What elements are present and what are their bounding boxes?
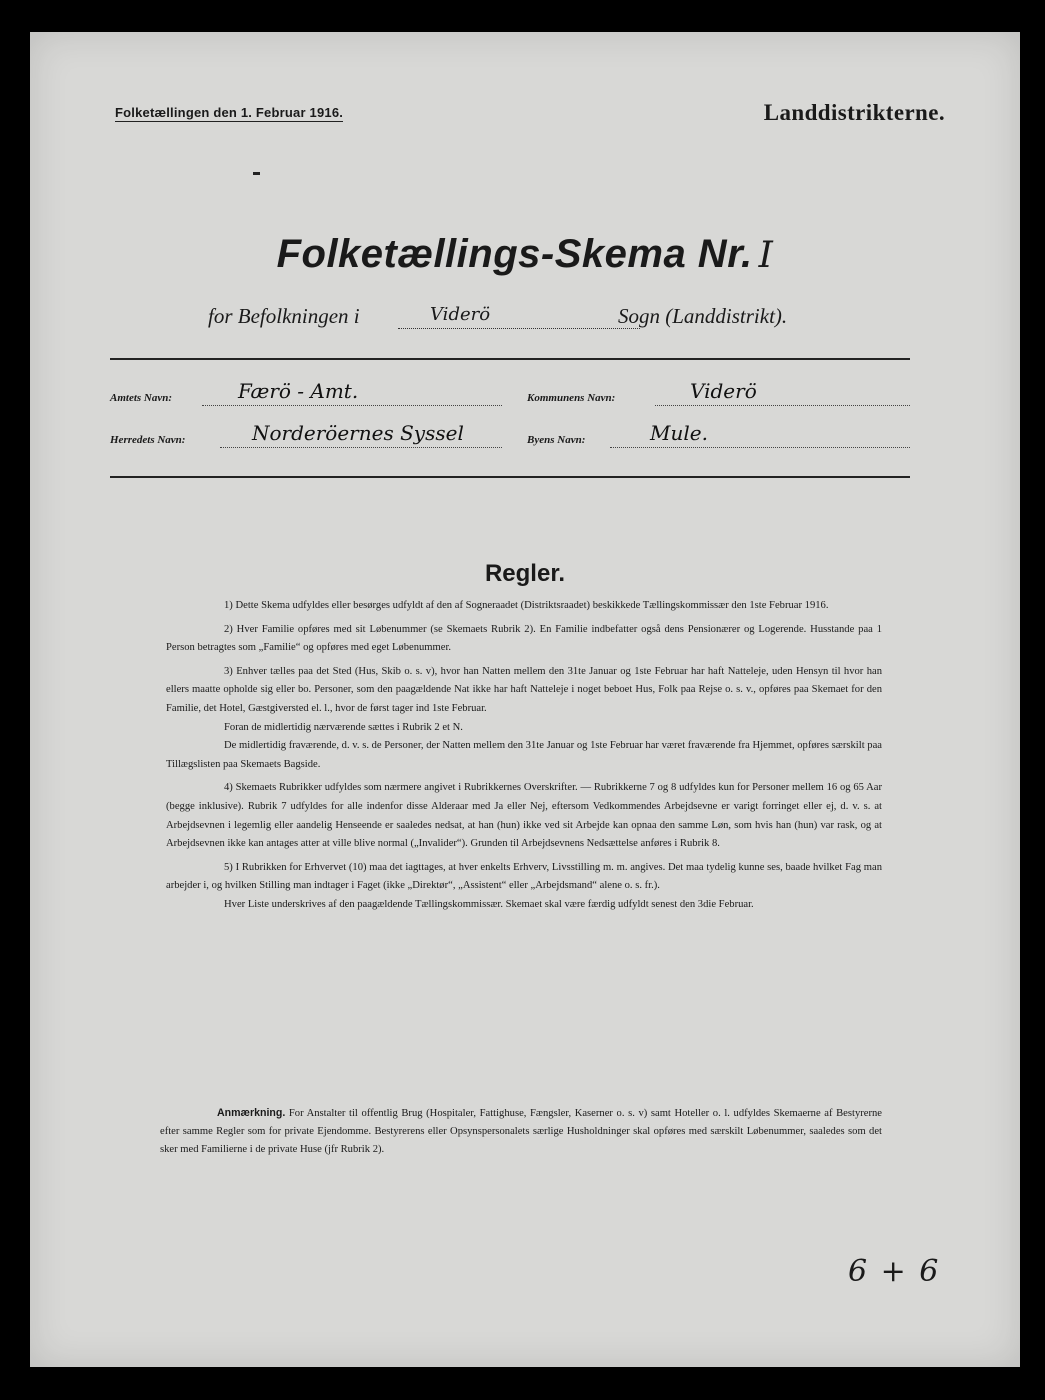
form-number: I <box>758 235 774 276</box>
rule-4: 4) Skemaets Rubrikker udfyldes som nærmere angivet i Rubrikkernes Overskrifter. — Rubrikkerne 7 og 8 udfyldes kun for Personer mellem 16 og 65 Aar (begge inklusive). Rubrik 7 udfyldes for alle indenfor disse Alderaar med Ja eller Nej, eftersom Vedkommendes Arbejdsevne er varigt forringet eller ej, d. v. s. at Arbejdsevnen i legemlig eller aandelig Henseende er saaledes nedsat, at han (hun) ikke ved sit Arbejde kan opnaa den samme Løn, som hvis han (hun) var rask, og at Arbejdsevnen ikke kan antages atter at ville blive normal („Invalider“). Grunden til Arbejdsevnens Nedsættelse anføres i Rubrik 8. <box>166 782 882 850</box>
kommune-value: Viderö <box>690 379 757 403</box>
census-form-page <box>30 32 1020 1367</box>
herred-value: Norderöernes Syssel <box>252 421 464 445</box>
parish-field: Viderö <box>398 304 640 329</box>
amt-value: Færö - Amt. <box>238 379 359 403</box>
form-title-text: Folketællings-Skema Nr. <box>276 232 753 276</box>
rule-3: 3) Enhver tælles paa det Sted (Hus, Skib o. s. v), hvor han Natten mellem den 31te Januar og 1ste Februar har haft Natteleje, uden Hensyn til hvor han ellers maatte opholde sig eller bo. Personer, som den paagældende Nat ikke har haft Natteleje i noget beboet Hus, Folk paa Rejse o. s. v., opføres paa Skemaet for den Familie, det Hotel, Gæstgiversted el. l., hvor de først tager ind 1ste Februar. <box>166 665 882 714</box>
by-value: Mule. <box>650 421 708 445</box>
rule-3-note: Foran de midlertidig nærværende sættes i Rubrik 2 et N. <box>224 721 463 733</box>
census-date-header: Folketællingen den 1. Februar 1916. <box>115 105 344 120</box>
subtitle-suffix: Sogn (Landdistrikt). <box>618 304 788 328</box>
rule-6: Hver Liste underskrives af den paagældende Tællingskommissær. Skemaet skal være færdig udfyldt senest den 3die Februar. <box>224 898 754 910</box>
rules-heading: Regler. <box>484 560 566 587</box>
rule-5: 5) I Rubrikken for Erhvervet (10) maa det iagttages, at hver enkelts Erhverv, Livsstilling m. m. angives. Det maa tydelig kunne ses, baade hvilket Fag man arbejder i, og hvilken Stilling man indtager i Faget (ikke „Direktør“, „Assistent“ eller „Arbejdsmand“ alene o. s. fr.). <box>166 861 882 892</box>
remark-label: Anmærkning. <box>217 1107 286 1119</box>
amt-label: Amtets Navn: <box>110 392 173 404</box>
rule-2: 2) Hver Familie opføres med sit Løbenummer (se Skemaets Rubrik 2). En Familie indbefatter også dens Pensionærer og Logerende. Husstande paa 1 Person betragtes som „Familie“ og opføres med eget Løbenummer. <box>166 623 882 654</box>
kommune-label: Kommunens Navn: <box>527 392 616 404</box>
remark-text: For Anstalter til offentlig Brug (Hospitaler, Fattighuse, Fængsler, Kaserner o. s. v) samt Hoteller o. l. udfyldes Skemaerne af Bestyrerne efter samme Regler som for private Ejendomme. Bestyrerens eller Opsynspersonalets særlige Husholdninger skal opføres med særskilt Løbenummer, saaledes som det sker med Familierne i de private Huse (jfr Rubrik 2). <box>160 1108 882 1156</box>
herred-label: Herredets Navn: <box>110 434 186 446</box>
by-label: Byens Navn: <box>527 434 586 446</box>
bottom-divider <box>110 476 910 478</box>
ink-mark <box>253 172 260 175</box>
handwritten-count: 6 + 6 <box>848 1254 941 1289</box>
subtitle-prefix: for Befolkningen i <box>208 304 360 328</box>
top-divider <box>110 358 910 360</box>
rule-3-absent: De midlertidig fraværende, d. v. s. de Personer, der Natten mellem den 31te Januar og 1ste Februar har været fraværende fra Hjemmet, opføres særskilt paa Tillægslisten paa Skemaets Bagside. <box>166 740 882 770</box>
rules-body <box>166 597 882 920</box>
rule-1: 1) Dette Skema udfyldes eller besørges udfyldt af den af Sogneraadet (Distriktsraadet) beskikkede Tællingskommissær den 1ste Februar 1916. <box>224 600 829 611</box>
district-type-header: Landdistrikterne. <box>763 100 945 125</box>
form-title <box>30 232 1020 277</box>
remark-note <box>160 1104 882 1160</box>
